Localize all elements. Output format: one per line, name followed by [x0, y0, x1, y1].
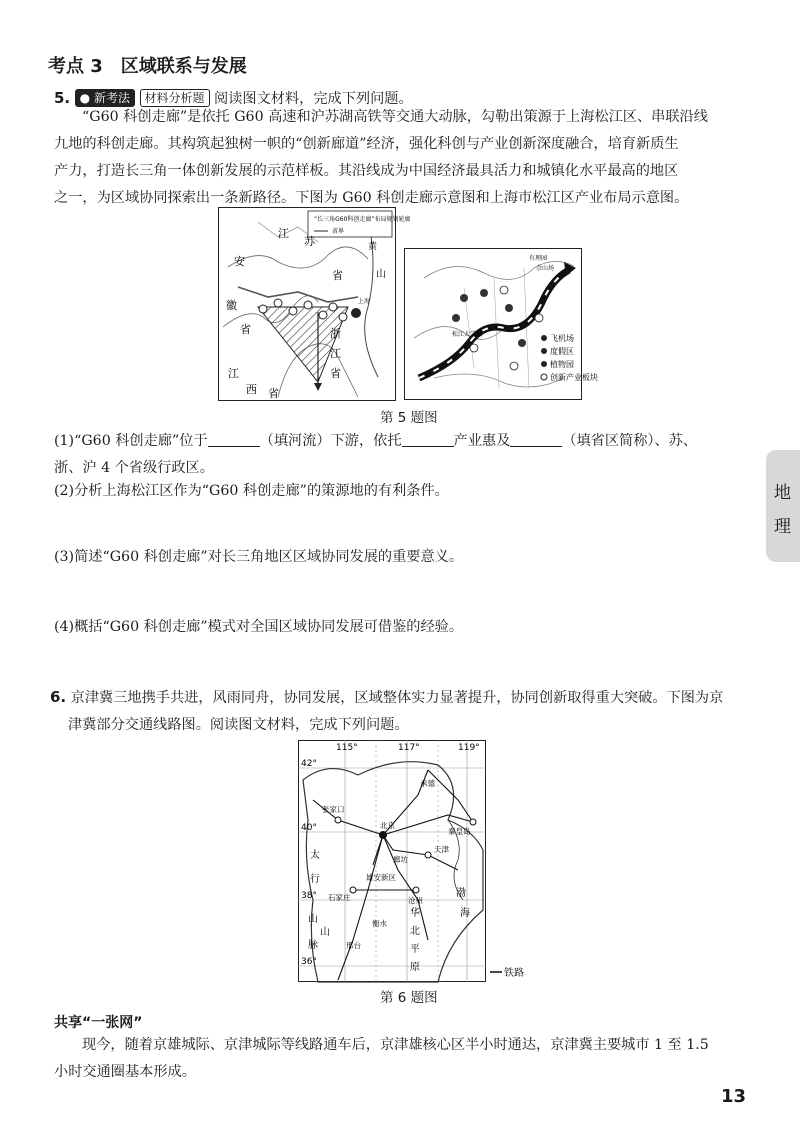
q5-para-line: 九地的科创走廊。其构筑起独树一帜的“创新廊道”经济，强化科创与产业创新深度融合，培育新质生: [54, 136, 679, 152]
section-title: 区域联系与发展: [120, 56, 247, 77]
map-legend-item: 飞机场: [550, 334, 574, 343]
map-place-label: 松江大学城: [452, 331, 483, 338]
q5-sub1-text: (1)“G60 科创走廊”位于: [54, 433, 208, 449]
map-city-label: 邢台: [346, 941, 361, 950]
q5-type-tag: 材料分析题: [140, 89, 210, 107]
map-province-label: 山: [376, 269, 386, 280]
map-province-label: 苏: [304, 235, 315, 248]
q6-intro-line: 津冀部分交通线路图。阅读图文材料，完成下列问题。: [68, 717, 409, 733]
side-tab-char: 地: [774, 483, 791, 503]
map-city-label: 秦皇岛: [448, 827, 471, 836]
map-longitude-label: 119°: [458, 743, 480, 753]
q6-subheading: 共享“一张网”: [54, 1015, 143, 1031]
q5-number: 5.: [54, 89, 71, 107]
map-province-label: 江: [228, 367, 239, 380]
q5-subquestion-2: (2)分析上海松江区作为“G60 科创走廊”的策源地的有利条件。: [54, 483, 449, 499]
map-legend-border: 省界: [332, 228, 345, 235]
map-city-label: 衡水: [372, 919, 387, 928]
map-legend-item: 植物园: [550, 360, 574, 369]
map-region-label: 太: [310, 850, 320, 861]
map-legend-railway: 铁路: [504, 968, 524, 979]
map-latitude-label: 36°: [301, 957, 317, 967]
side-tab-char: 理: [774, 517, 791, 537]
songjiang-industry-map: [404, 248, 598, 400]
g60-corridor-map: [218, 207, 411, 401]
map-region-label: 山: [320, 927, 330, 938]
map-city-label: 北京: [380, 821, 395, 830]
resort-icon: [541, 348, 547, 354]
q5-instruction: 阅读图文材料，完成下列问题。: [214, 91, 413, 107]
map-province-label: 徽: [226, 299, 237, 312]
q5-para-line: 产力，打造长三角一体创新发展的示范样板。其沿线成为中国经济最具活力和城镇化水平最高的地区: [54, 163, 679, 179]
map-region-label: 平: [410, 944, 420, 955]
section-heading: [48, 52, 247, 78]
answer-blank[interactable]: [510, 432, 562, 447]
q5-subquestion-3: (3)简述“G60 科创走廊”对长三角地区区域协同发展的重要意义。: [54, 549, 464, 565]
q5-sub1-text: 产业惠及: [453, 433, 511, 449]
q6-intro: [50, 684, 766, 739]
q6-intro-line: 京津冀三地携手共进，风雨同舟，协同发展，区域整体实力显著提升，协同创新取得重大突破。下图为京: [70, 690, 724, 706]
map-longitude-label: 117°: [398, 743, 420, 753]
map-city-label: 承德: [420, 779, 435, 788]
map-latitude-label: 40°: [301, 823, 317, 833]
q5-sub1-text: （填河流）下游，依托: [259, 433, 402, 449]
map-region-label: 北: [410, 926, 420, 937]
q6-body: [54, 1032, 766, 1086]
airport-icon: [541, 335, 547, 341]
map-province-label: 江: [330, 347, 341, 360]
map-region-label: 渤: [456, 888, 466, 899]
map-sea-label: 黄: [368, 242, 378, 252]
q5-sub1-continuation: 浙、沪 4 个省级行政区。: [54, 460, 214, 476]
map-place-label: 佘山场: [536, 265, 555, 272]
map-province-label: 安: [234, 255, 245, 268]
map-province-label: 省: [240, 323, 251, 336]
answer-blank[interactable]: [208, 432, 260, 447]
q5-para-line: “G60 科创走廊”是依托 G60 高速和沪苏湖高铁等交通大动脉，勾勒出策源于上海松江区、串联沿线: [82, 109, 708, 125]
map-city-label: 石家庄: [328, 893, 351, 902]
map-province-label: 西: [246, 383, 257, 396]
q6-figure-caption: 第 6 题图: [380, 990, 438, 1006]
q5-sub1-text: （填省区简称）、苏、: [562, 433, 698, 449]
map-place-label: 有理园: [529, 255, 548, 262]
map-region-label: 华: [410, 908, 420, 919]
map-region-label: 海: [460, 908, 470, 919]
map-latitude-label: 42°: [301, 759, 317, 769]
map-latitude-label: 38°: [301, 891, 317, 901]
map-legend-item: 度假区: [550, 347, 574, 356]
map-city-label: 上海: [358, 298, 371, 305]
map-legend-title: “长三角G60科创走廊”布局规划轮廓: [314, 216, 411, 223]
map-province-label: 浙: [330, 327, 341, 340]
q5-new-tag-label: 新考法: [93, 91, 130, 105]
page-number: 13: [720, 1086, 746, 1107]
innovation-zone-icon: [541, 374, 547, 380]
q5-subquestion-1: [54, 428, 766, 482]
q5-paragraph: [54, 104, 766, 212]
q5-subquestion-4: (4)概括“G60 科创走廊”模式对全国区域协同发展可借鉴的经验。: [54, 619, 464, 635]
q6-body-line: 现今，随着京雄城际、京津城际等线路通车后，京津雄核心区半小时通达，京津冀主要城市 1 至 1.5: [82, 1037, 709, 1053]
map-province-label: 省: [330, 367, 341, 380]
map-province-label: 江: [278, 227, 289, 240]
q5-figure-caption: 第 5 题图: [380, 410, 438, 426]
q6-body-line: 小时交通圈基本形成。: [54, 1064, 196, 1080]
map-province-label: 省: [332, 269, 343, 282]
jingjinji-transport-map: [298, 740, 524, 982]
location-pin-icon: ●: [79, 91, 91, 105]
map-city-label: 天津: [434, 845, 449, 854]
map-region-label: 原: [410, 962, 420, 973]
section-label: 考点 3: [48, 56, 103, 77]
map-longitude-label: 115°: [336, 743, 358, 753]
botanical-garden-icon: [541, 361, 547, 367]
map-city-label: 张家口: [322, 805, 345, 814]
map-legend-item: 创新产业板块: [550, 373, 598, 382]
q6-number: 6.: [50, 688, 67, 706]
map-province-label: 省: [268, 387, 279, 400]
subject-side-tab: [766, 450, 800, 562]
map-region-label: 山: [308, 914, 318, 925]
map-region-label: 脉: [308, 940, 318, 951]
map-city-label: 廊坊: [393, 855, 408, 864]
q5-para-line: 之一，为区域协同探索出一条新路径。下图为 G60 科创走廊示意图和上海市松江区产业布局示意图。: [54, 190, 689, 206]
map-region-label: 行: [310, 874, 320, 885]
map-city-label: 雄安新区: [366, 873, 396, 882]
answer-blank[interactable]: [402, 432, 454, 447]
map-city-label: 沧州: [408, 896, 423, 905]
